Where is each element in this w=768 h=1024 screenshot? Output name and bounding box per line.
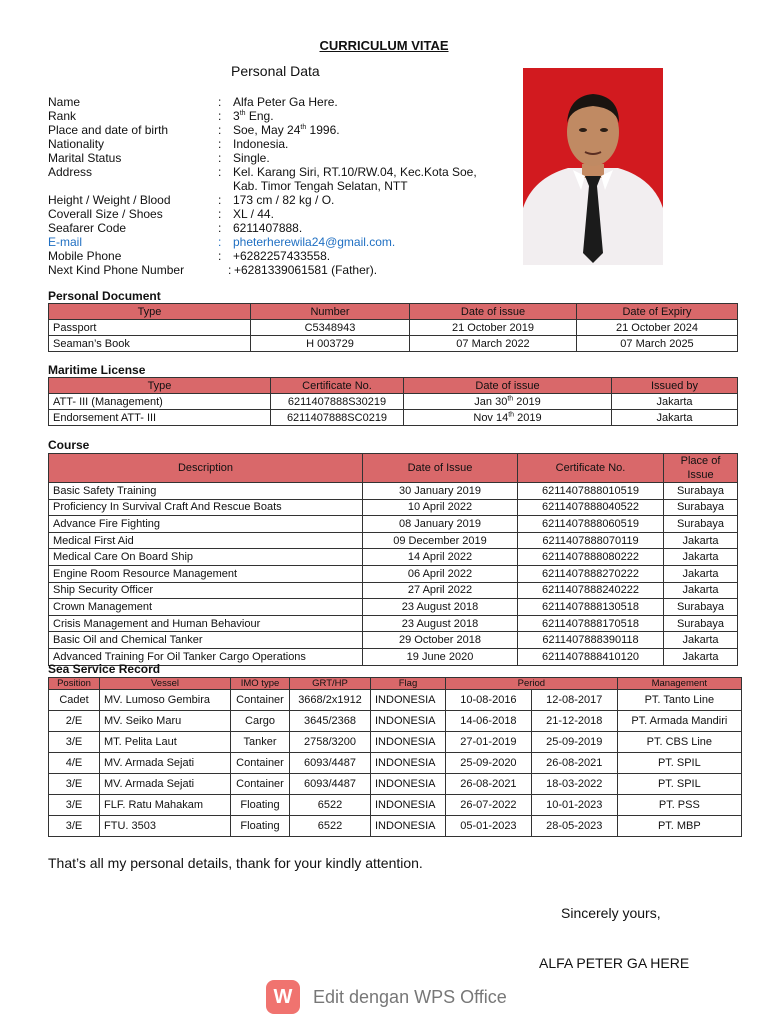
table-cell: PT. MBP — [617, 816, 741, 837]
table-row — [49, 599, 738, 616]
table-row — [49, 483, 738, 500]
table-cell: 14-06-2018 — [446, 711, 532, 732]
table-cell: Jakarta — [664, 549, 738, 566]
table-row — [49, 532, 738, 549]
table-cell: 12-08-2017 — [531, 690, 617, 711]
table-cell: 3/E — [49, 732, 100, 753]
table-cell: Medical First Aid — [49, 532, 363, 549]
table-cell: 10-08-2016 — [446, 690, 532, 711]
table-cell: 3668/2x1912 — [290, 690, 371, 711]
table-cell: 06 April 2022 — [363, 565, 518, 582]
table-cell: MT. Pelita Laut — [100, 732, 231, 753]
table-cell: Cargo — [231, 711, 290, 732]
document-title: CURRICULUM VITAE — [319, 38, 449, 53]
table-cell: 08 January 2019 — [363, 516, 518, 533]
table-cell: PT. Tanto Line — [617, 690, 741, 711]
table-cell: 6211407888270222 — [518, 565, 664, 582]
section-maritime-license: Maritime License — [48, 363, 146, 377]
table-cell: 19 June 2020 — [363, 648, 518, 665]
value: Soe, May 24th 1996. — [233, 123, 340, 137]
section-personal-document: Personal Document — [48, 289, 161, 303]
table-cell: 14 April 2022 — [363, 549, 518, 566]
table-cell: Basic Safety Training — [49, 483, 363, 500]
table-cell: 6211407888410120 — [518, 648, 664, 665]
table-cell: 6093/4487 — [290, 774, 371, 795]
table-row — [49, 549, 738, 566]
table-cell: 6211407888040522 — [518, 499, 664, 516]
email-link[interactable]: pheterherewila24@gmail.com. — [233, 235, 396, 249]
table-row: Passport C5348943 21 October 2019 21 October 2024 — [49, 320, 738, 336]
table-row — [49, 615, 738, 632]
maritime-license-table: Type Certificate No. Date of issue Issued by ATT- III (Management) 6211407888S30219 Jan 30th 2019 Jakarta Endorsement ATT- III 6211407888SC0219 Nov 14th 2019 Jakarta — [48, 377, 738, 426]
table-cell: 6093/4487 — [290, 753, 371, 774]
table-cell: Jakarta — [664, 565, 738, 582]
course-table: Description Date of Issue Certificate No. Place of Issue Basic Safety Training 30 January 2019 6211407888010519 Surabaya Proficiency In Survival Craft And Rescue Boats 10 April 2022 6211407888040522 Surabaya Advance Fire Fighting 08 January 2019 6211407888060519 Surabaya Medical First Aid 09 December 2019 6211407888070119 Jakarta Medical Care On Board Ship 14 April 2022 6211407888080222 Jakarta Engine Room Resource Management 06 April 2022 6211407888270222 Jakarta Ship Security Officer 27 April 2022 6211407888240222 Jakarta Crown Management 23 August 2018 6211407888130518 Surabaya Crisis Management and Human Behaviour 23 August 2018 6211407888170518 Surabaya Basic Oil and Chemical Tanker 29 October 2018 6211407888390118 Jakarta Advanced Training For Oil Tanker Cargo Operations 19 June 2020 6211407888410120 Jakarta — [48, 453, 738, 666]
value: Alfa Peter Ga Here. — [233, 95, 338, 109]
section-personal-data-title: Personal Data — [231, 63, 320, 79]
table-row — [49, 632, 738, 649]
sea-service-table: Position Vessel IMO type GRT/HP Flag Period Management Cadet MV. Lumoso Gembira Container 3668/2x1912 INDONESIA 10-08-2016 12-08-2017 PT. Tanto Line 2/E MV. Seiko Maru Cargo 3645/2368 INDONESIA 14-06-2018 21-12-2018 PT. Armada Mandiri 3/E MT. Pelita Laut Tanker 2758/3200 INDONESIA 27-01-2019 25-09-2019 PT. CBS Line 4/E MV. Armada Sejati Container 6093/4487 INDONESIA 25-09-2020 26-08-2021 PT. SPIL 3/E MV. Armada Sejati Container 6093/4487 INDONESIA 26-08-2021 18-03-2022 PT. SPIL 3/E FLF. Ratu Mahakam Floating 6522 INDONESIA 26-07-2022 10-01-2023 PT. PSS 3/E FTU. 3503 Floating 6522 INDONESIA 05-01-2023 28-05-2023 PT. MBP — [48, 677, 742, 837]
table-cell: INDONESIA — [371, 816, 446, 837]
table-cell: PT. SPIL — [617, 753, 741, 774]
table-cell: 6211407888080222 — [518, 549, 664, 566]
table-cell: Medical Care On Board Ship — [49, 549, 363, 566]
table-row: ATT- III (Management) 6211407888S30219 Jan 30th 2019 Jakarta — [49, 394, 738, 410]
table-cell: 6211407888060519 — [518, 516, 664, 533]
table-row — [49, 582, 738, 599]
table-cell: Ship Security Officer — [49, 582, 363, 599]
table-row — [49, 516, 738, 533]
table-cell: 6211407888170518 — [518, 615, 664, 632]
table-cell: INDONESIA — [371, 690, 446, 711]
table-cell: 23 August 2018 — [363, 615, 518, 632]
table-cell: 18-03-2022 — [531, 774, 617, 795]
table-cell: FLF. Ratu Mahakam — [100, 795, 231, 816]
table-cell: MV. Armada Sejati — [100, 774, 231, 795]
table-cell: 4/E — [49, 753, 100, 774]
value: 3th Eng. — [233, 109, 274, 123]
table-cell: Floating — [231, 816, 290, 837]
table-row: Seaman’s Book H 003729 07 March 2022 07 March 2025 — [49, 336, 738, 352]
table-cell: 6211407888010519 — [518, 483, 664, 500]
table-cell: 05-01-2023 — [446, 816, 532, 837]
table-cell: Floating — [231, 795, 290, 816]
table-cell: 27-01-2019 — [446, 732, 532, 753]
table-cell: 10-01-2023 — [531, 795, 617, 816]
table-cell: 25-09-2019 — [531, 732, 617, 753]
table-cell: Engine Room Resource Management — [49, 565, 363, 582]
table-row — [49, 499, 738, 516]
table-cell: Advanced Training For Oil Tanker Cargo Operations — [49, 648, 363, 665]
section-sea-service: Sea Service Record — [48, 662, 161, 676]
table-row — [49, 774, 742, 795]
table-cell: Crown Management — [49, 599, 363, 616]
table-cell: 25-09-2020 — [446, 753, 532, 774]
table-cell: 27 April 2022 — [363, 582, 518, 599]
table-cell: 2/E — [49, 711, 100, 732]
table-cell: 23 August 2018 — [363, 599, 518, 616]
table-cell: 2758/3200 — [290, 732, 371, 753]
table-cell: Surabaya — [664, 499, 738, 516]
table-cell: Jakarta — [664, 648, 738, 665]
signature-name: ALFA PETER GA HERE — [539, 955, 690, 971]
table-cell: INDONESIA — [371, 753, 446, 774]
table-cell: INDONESIA — [371, 774, 446, 795]
table-cell: Jakarta — [664, 582, 738, 599]
table-row — [49, 816, 742, 837]
table-row — [49, 732, 742, 753]
table-cell: 3/E — [49, 774, 100, 795]
table-cell: Advance Fire Fighting — [49, 516, 363, 533]
table-cell: Crisis Management and Human Behaviour — [49, 615, 363, 632]
table-cell: 26-08-2021 — [446, 774, 532, 795]
table-row — [49, 753, 742, 774]
table-cell: MV. Armada Sejati — [100, 753, 231, 774]
table-cell: 6211407888070119 — [518, 532, 664, 549]
table-cell: Jakarta — [664, 532, 738, 549]
label: Name — [48, 95, 81, 109]
table-cell: 6211407888240222 — [518, 582, 664, 599]
table-cell: Surabaya — [664, 483, 738, 500]
table-cell: PT. CBS Line — [617, 732, 741, 753]
table-cell: 3/E — [49, 795, 100, 816]
table-cell: Container — [231, 774, 290, 795]
wps-edit-text: Edit dengan WPS Office — [313, 987, 507, 1007]
table-cell: Proficiency In Survival Craft And Rescue Boats — [49, 499, 363, 516]
table-cell: 09 December 2019 — [363, 532, 518, 549]
table-cell: Cadet — [49, 690, 100, 711]
table-cell: 6522 — [290, 816, 371, 837]
table-cell: Jakarta — [664, 632, 738, 649]
table-cell: 30 January 2019 — [363, 483, 518, 500]
table-cell: Container — [231, 690, 290, 711]
table-cell: Basic Oil and Chemical Tanker — [49, 632, 363, 649]
table-cell: 10 April 2022 — [363, 499, 518, 516]
table-cell: 3/E — [49, 816, 100, 837]
profile-photo — [523, 68, 663, 265]
section-course: Course — [48, 438, 90, 452]
table-cell: 26-08-2021 — [531, 753, 617, 774]
table-row: Endorsement ATT- III 6211407888SC0219 Nov 14th 2019 Jakarta — [49, 410, 738, 426]
sincerely-text: Sincerely yours, — [561, 905, 661, 921]
table-cell: 6211407888130518 — [518, 599, 664, 616]
table-cell: FTU. 3503 — [100, 816, 231, 837]
table-cell: Surabaya — [664, 516, 738, 533]
table-cell: Surabaya — [664, 615, 738, 632]
table-cell: Container — [231, 753, 290, 774]
table-cell: PT. SPIL — [617, 774, 741, 795]
table-row — [49, 711, 742, 732]
table-row — [49, 795, 742, 816]
table-cell: 29 October 2018 — [363, 632, 518, 649]
table-row — [49, 690, 742, 711]
wps-logo-icon: W — [266, 980, 300, 1014]
personal-document-table: Type Number Date of issue Date of Expiry Passport C5348943 21 October 2019 21 October 2024 Seaman’s Book H 003729 07 March 2022 07 March 2025 — [48, 303, 738, 352]
table-cell: 26-07-2022 — [446, 795, 532, 816]
table-cell: 6522 — [290, 795, 371, 816]
table-cell: PT. Armada Mandiri — [617, 711, 741, 732]
table-cell: PT. PSS — [617, 795, 741, 816]
table-cell: INDONESIA — [371, 711, 446, 732]
table-cell: 21-12-2018 — [531, 711, 617, 732]
table-cell: MV. Seiko Maru — [100, 711, 231, 732]
table-cell: MV. Lumoso Gembira — [100, 690, 231, 711]
table-cell: 6211407888390118 — [518, 632, 664, 649]
table-cell: 3645/2368 — [290, 711, 371, 732]
table-cell: INDONESIA — [371, 732, 446, 753]
wps-edit-banner[interactable] — [266, 978, 526, 1016]
table-cell: 28-05-2023 — [531, 816, 617, 837]
table-cell: Tanker — [231, 732, 290, 753]
table-cell: Surabaya — [664, 599, 738, 616]
closing-sentence: That’s all my personal details, thank for your kindly attention. — [48, 855, 423, 871]
table-row — [49, 565, 738, 582]
table-cell: INDONESIA — [371, 795, 446, 816]
